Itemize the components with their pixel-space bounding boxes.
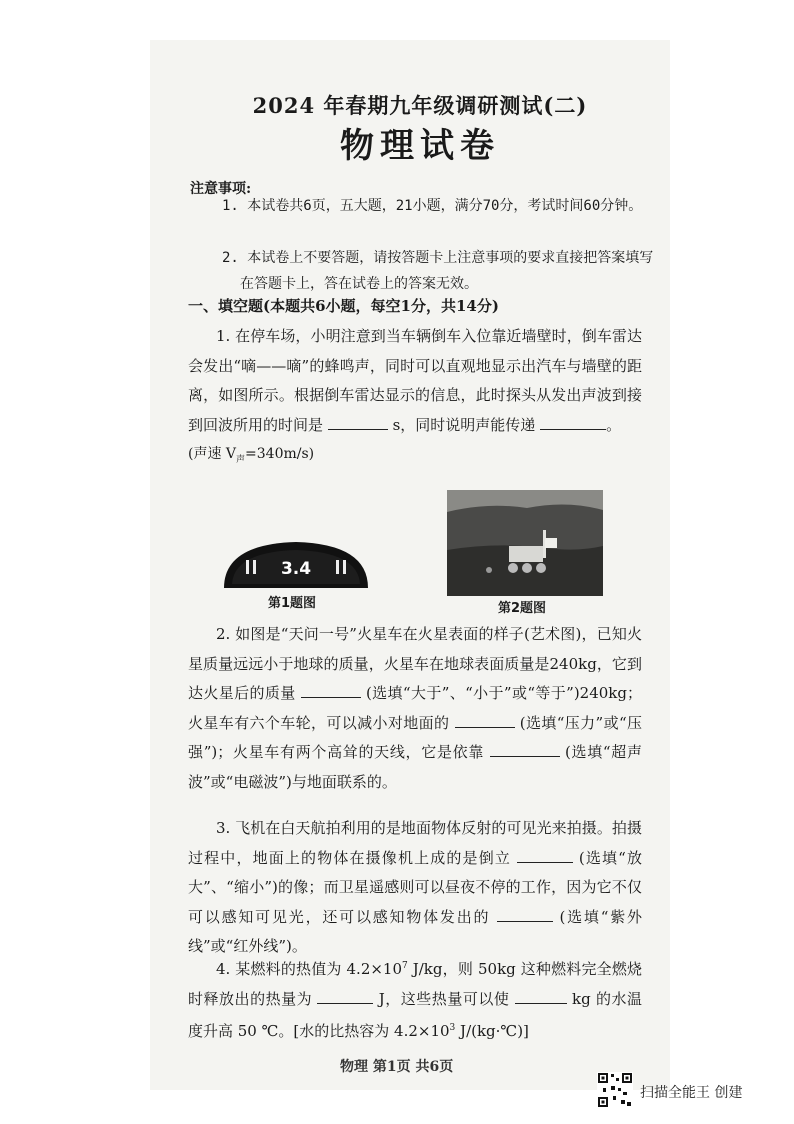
q2-text-b: (选填“大于”、“小于”或“等于”)240kg；火星车有六个车轮，可以减小对地面的 [188, 684, 642, 732]
figure-1-caption: 第1题图 [268, 596, 317, 611]
subject-title: 物理试卷 [340, 126, 500, 166]
q4-text-a: 4. 某燃料的热值为 4.2×10 [216, 960, 403, 978]
q2-blank-1[interactable] [301, 681, 361, 698]
q3-text-c: (选填“紫外线”或“红外线”)。 [188, 907, 642, 955]
q4-exponent-1: 7 [402, 961, 408, 971]
q1-text-d: (声速 V [188, 446, 237, 462]
q4-blank-1[interactable] [317, 987, 373, 1004]
scanner-watermark: 扫描全能王 创建 [640, 1085, 743, 1101]
q3-text-b: (选填“放大”、“缩小”)的像；而卫星遥感则可以昼夜不停的工作，因为它不仅可以感知可见光，还可以感知物体发出的 [188, 848, 642, 926]
notice-item-1: 1. 本试卷共6页，五大题，21小题，满分70分，考试时间60分钟。 [222, 198, 643, 214]
q4-text-d: kg 的水温度升高 50 ℃。[水的比热容为 4.2×10 [188, 989, 642, 1040]
q4-text-e: J/(kg·℃)] [455, 1022, 529, 1040]
question-1 [188, 322, 642, 440]
figure-2-caption: 第2题图 [498, 601, 547, 616]
qr-code-icon [597, 1072, 633, 1108]
notice-item-2: 2. 本试卷上不要答题，请按答题卡上注意事项的要求直接把答案填写在答题卡上，答在试卷上的答案无效。 [222, 250, 654, 292]
question-3 [188, 814, 642, 962]
q1-text-b: s，同时说明声能传递 [392, 415, 536, 434]
q3-text-a: 3. 飞机在白天航拍利用的是地面物体反射的可见光来拍摄。拍摄过程中，地面上的物体在摄像机上成的是倒立 [188, 819, 642, 867]
q1-speed-note [188, 440, 642, 475]
notice-heading: 注意事项: [190, 181, 252, 197]
radar-display-value: 3.4 [280, 559, 312, 579]
q1-text-c: 。 [606, 415, 622, 434]
section-heading: 一、填空题(本题共6小题，每空1分，共14分) [188, 297, 499, 315]
question-4 [188, 952, 642, 1047]
q1-text-a: 1. 在停车场，小明注意到当车辆倒车入位靠近墙壁时，倒车雷达会发出“嘀——嘀”的蜂鸣声，同时可以直观地显示出汽车与墙壁的距离，如图所示。根据倒车雷达显示的信息，此时探头从发出声波到接到回波所用的时间是 [188, 327, 642, 434]
q1-blank-2[interactable] [540, 413, 606, 430]
mars-rover-figure [447, 490, 603, 596]
question-2 [188, 620, 642, 797]
q2-text-c: (选填“压力”或“压强”)；火星车有两个高耸的天线，它是依靠 [188, 713, 642, 761]
q1-subscript: 声 [236, 454, 246, 465]
q1-blank-1[interactable] [328, 413, 388, 430]
q4-text-b: J/kg，则 50kg 这种燃料完全燃烧时释放出的热量为 [188, 960, 643, 1008]
q3-blank-2[interactable] [497, 905, 553, 922]
q4-exponent-2: 3 [449, 1023, 456, 1033]
q2-text-d: (选填“超声波”或“电磁波”)与地面联系的。 [188, 743, 642, 791]
page-footer: 物理 第1页 共6页 [340, 1059, 454, 1075]
q1-text-e: =340m/s) [245, 446, 315, 462]
exam-title: 2024 年春期九年级调研测试(二) [252, 93, 588, 118]
q2-blank-3[interactable] [490, 740, 560, 757]
q3-blank-1[interactable] [517, 846, 573, 863]
q2-text-a: 2. 如图是“天问一号”火星车在火星表面的样子(艺术图)，已知火星质量远远小于地球的质量，火星车在地球表面质量是240kg，它到达火星后的质量 [188, 625, 642, 702]
parking-radar-figure [220, 536, 372, 592]
q4-blank-2[interactable] [515, 987, 567, 1004]
q4-text-c: J，这些热量可以使 [378, 989, 510, 1008]
q2-blank-2[interactable] [455, 711, 515, 728]
